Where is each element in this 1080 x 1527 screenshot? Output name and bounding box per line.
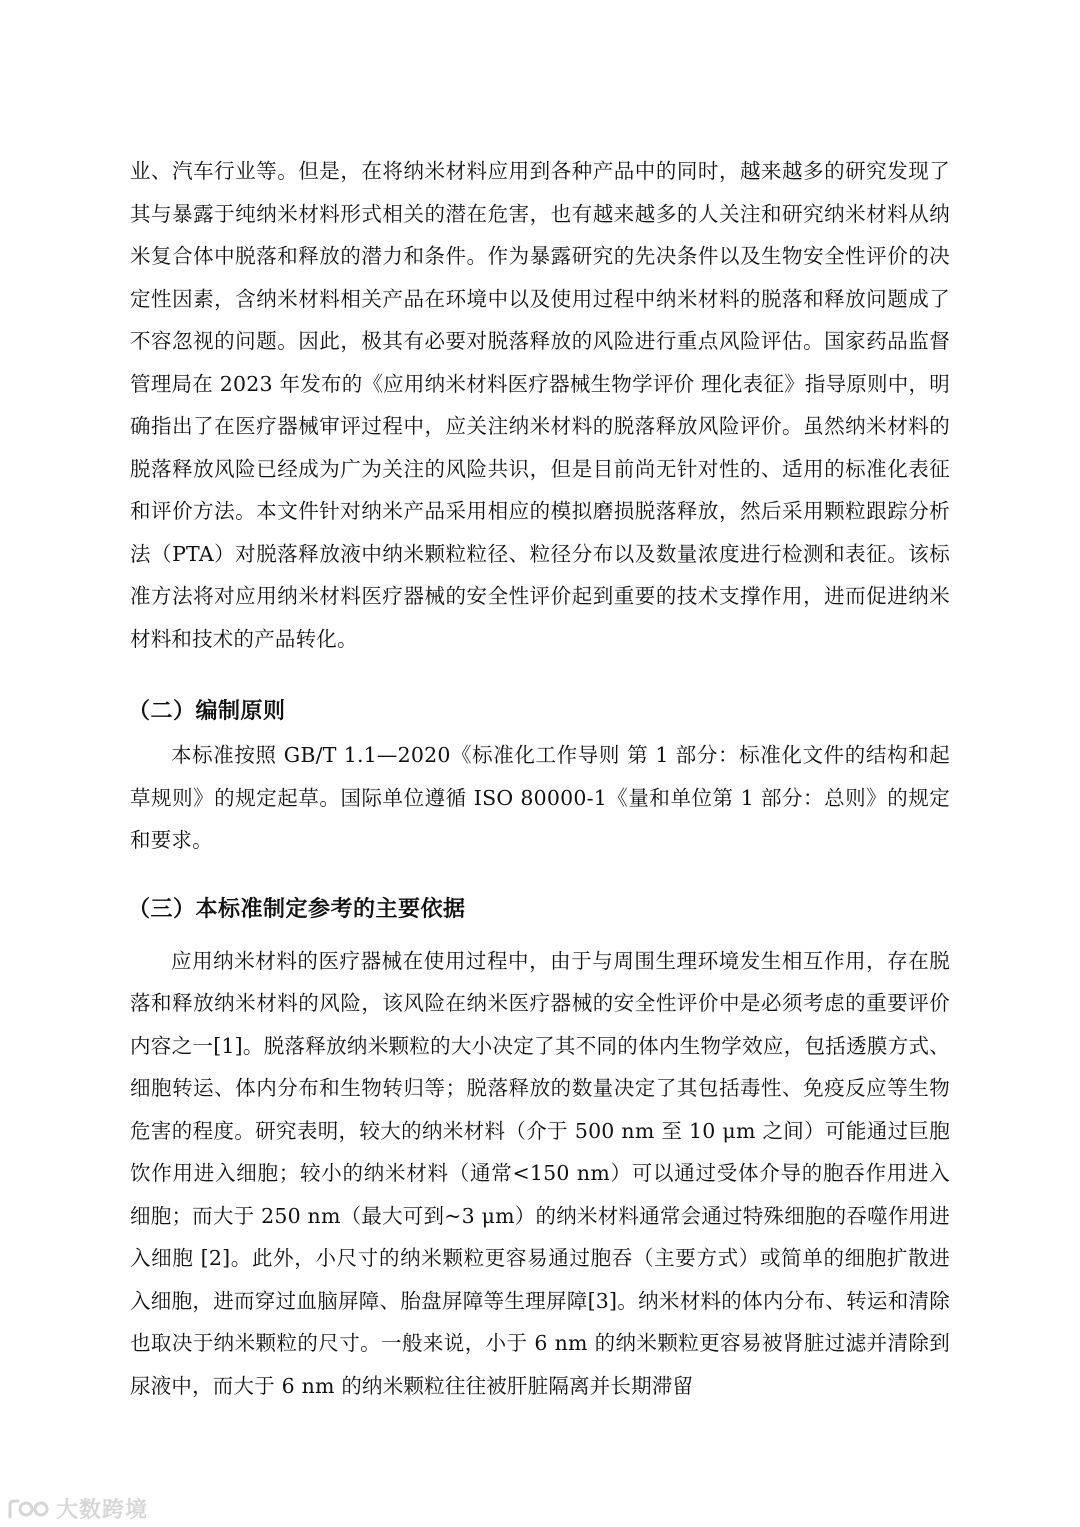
document-page [130,150,950,1407]
watermark [6,1493,148,1524]
section-heading-basis: （三）本标准制定参考的主要依据 [128,896,466,922]
watermark-logo-icon [6,1497,52,1521]
intro-paragraph: 业、汽车行业等。但是，在将纳米材料应用到各种产品中的同时，越来越多的研究发现了其与暴露于纯纳米材料形式相关的潜在危害，也有越来越多的人关注和研究纳米材料从纳米复合体中脱落和释放的潜力和条件。作为暴露研究的先决条件以及生物安全性评价的决定性因素，含纳米材料相关产品在环境中以及使用过程中纳米材料的脱落和释放问题成了不容忽视的问题。因此，极其有必要对脱落释放的风险进行重点风险评估。国家药品监督管理局在 2023 年发布的《应用纳米材料医疗器械生物学评价 理化表征》指导原则中，明确指出了在医疗器械审评过程中，应关注纳米材料的脱落释放风险评价。虽然纳米材料的脱落释放风险已经成为广为关注的风险共识，但是目前尚无针对性的、适用的标准化表征和评价方法。本文件针对纳米产品采用相应的模拟磨损脱落释放，然后采用颗粒跟踪分析法（PTA）对脱落释放液中纳米颗粒粒径、粒径分布以及数量浓度进行检测和表征。该标准方法将对应用纳米材料医疗器械的安全性评价起到重要的技术支撑作用，进而促进纳米材料和技术的产品转化。 [130,159,950,651]
watermark-text: 大数跨境 [56,1498,149,1523]
basis-paragraph: 应用纳米材料的医疗器械在使用过程中，由于与周围生理环境发生相互作用，存在脱落和释放纳米材料的风险，该风险在纳米医疗器械的安全性评价中是必须考虑的重要评价内容之一[1]。脱落释放纳米颗粒的大小决定了其不同的体内生物学效应，包括透膜方式、细胞转运、体内分布和生物转归等；脱落释放的数量决定了其包括毒性、免疫反应等生物危害的程度。研究表明，较大的纳米材料（介于 500 nm 至 10 μm 之间）可能通过巨胞饮作用进入细胞；较小的纳米材料（通常<150 nm）可以通过受体介导的胞吞作用进入细胞；而大于 250 nm（最大可到~3 μm）的纳米材料通常会通过特殊细胞的吞噬作用进入细胞 [2]。此外，小尺寸的纳米颗粒更容易通过胞吞（主要方式）或简单的细胞扩散进入细胞，进而穿过血脑屏障、胎盘屏障等生理屏障[3]。纳米材料的体内分布、转运和清除也取决于纳米颗粒的尺寸。一般来说，小于 6 nm 的纳米颗粒更容易被肾脏过滤并清除到尿液中，而大于 6 nm 的纳米颗粒往往被肝脏隔离并长期滞留 [130,948,950,1398]
section-heading-principles: （二）编制原则 [128,699,286,724]
principles-paragraph: 本标准按照 GB/T 1.1—2020《标准化工作导则 第 1 部分：标准化文件的结构和起草规则》的规定起草。国际单位遵循 ISO 80000-1《量和单位第 1 部分：总则》的规定和要求。 [130,743,950,852]
